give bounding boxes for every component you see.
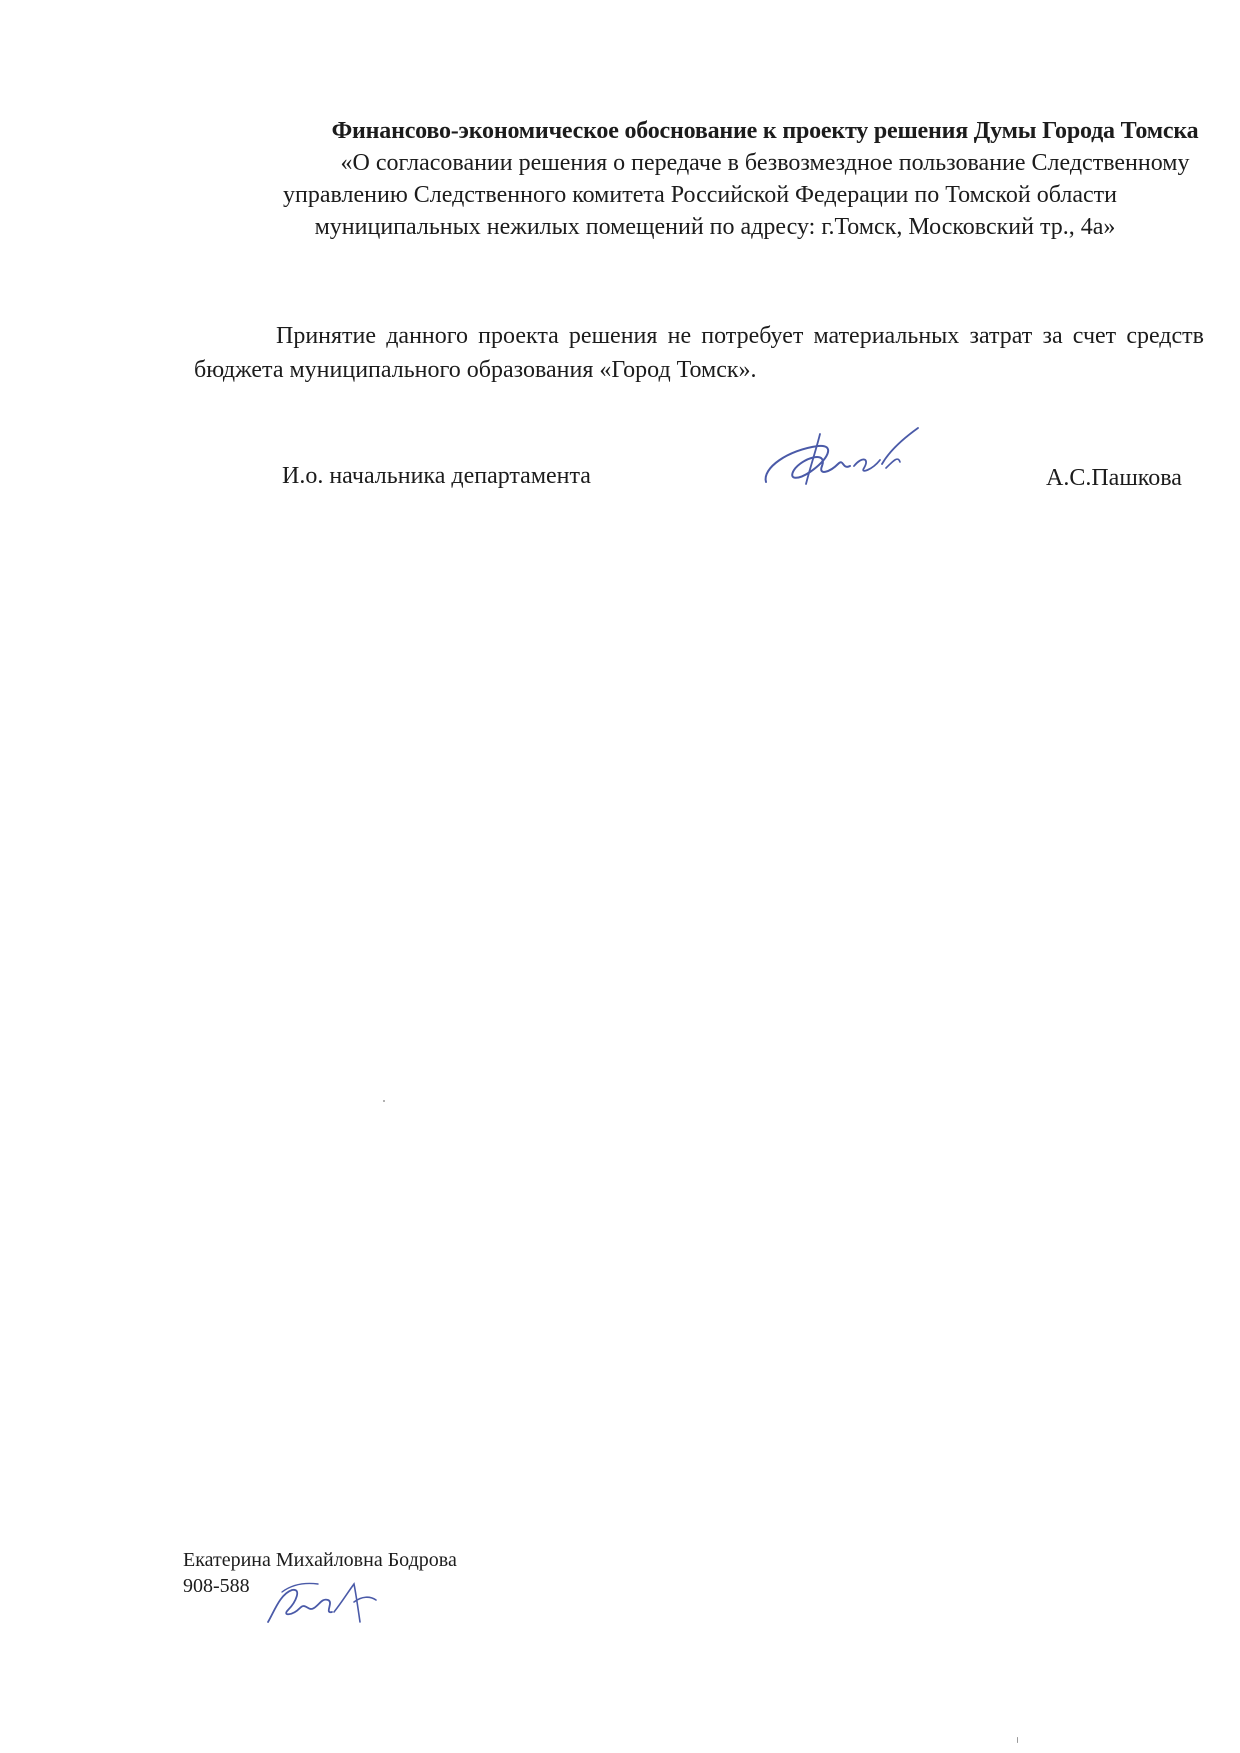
document-title	[180, 115, 1220, 243]
body-paragraph: Принятие данного проекта решения не потребует материальных затрат за счет средств бюджета муниципального образования «Город Томск».	[194, 323, 1204, 383]
signature-block	[0, 458, 1240, 518]
title-line-1: «О согласовании решения о передаче в безвозмездное пользование Следственному	[340, 150, 1190, 176]
signatory-name: А.С.Пашкова	[1046, 465, 1182, 491]
scan-speck	[383, 1100, 385, 1102]
title-line-3: муниципальных нежилых помещений по адресу: г.Томск, Московский тр., 4а»	[314, 214, 1116, 240]
title-heading: Финансово-экономическое обоснование к проекту решения Думы Города Томска	[331, 118, 1199, 144]
signatory-position: И.о. начальника департамента	[282, 463, 591, 489]
handwritten-signature	[758, 420, 928, 500]
scan-speck	[1017, 1737, 1018, 1743]
executor-signature	[262, 1572, 382, 1632]
executor-name: Екатерина Михайловна Бодрова	[183, 1549, 457, 1571]
executor-phone: 908-588	[183, 1575, 250, 1597]
title-line-2: управлению Следственного комитета Российской Федерации по Томской области	[282, 182, 1117, 208]
